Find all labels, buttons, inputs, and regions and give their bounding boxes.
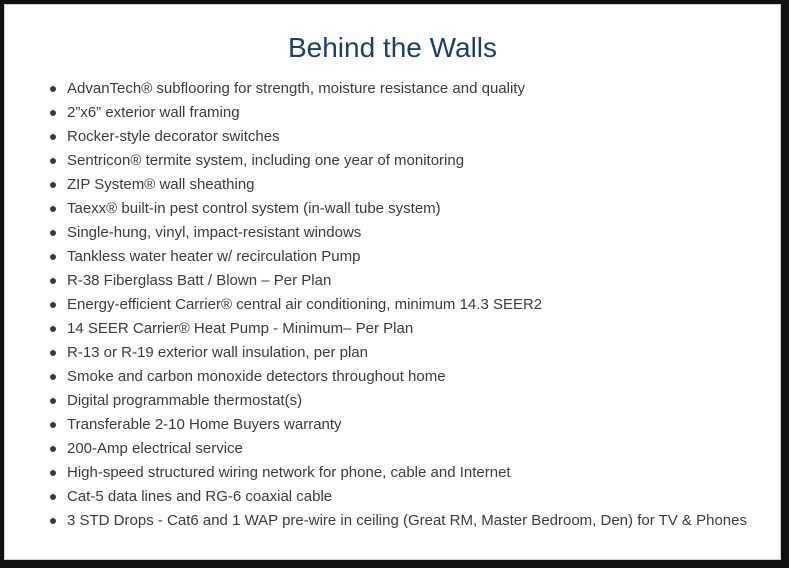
bullet-icon: [50, 446, 56, 452]
list-item-text: R-38 Fiberglass Batt / Blown – Per Plan: [67, 272, 332, 289]
list-item-text: High-speed structured wiring network for phone, cable and Internet: [67, 464, 511, 481]
list-item-text: ZIP System® wall sheathing: [67, 176, 255, 193]
bullet-icon: [50, 134, 56, 140]
bullet-icon: [50, 302, 56, 308]
list-item-text: Rocker-style decorator switches: [67, 128, 280, 145]
list-item: [49, 317, 747, 341]
bullet-icon: [50, 422, 56, 428]
bullet-icon: [50, 158, 56, 164]
list-item-text: 200-Amp electrical service: [67, 440, 243, 457]
feature-list: [49, 77, 747, 533]
list-item-text: Taexx® built-in pest control system (in-wall tube system): [67, 200, 441, 217]
list-item-text: 3 STD Drops - Cat6 and 1 WAP pre-wire in ceiling (Great RM, Master Bedroom, Den) for TV & Phones: [67, 512, 747, 529]
bullet-icon: [50, 206, 56, 212]
list-item-text: Smoke and carbon monoxide detectors throughout home: [67, 368, 446, 385]
list-item: [49, 173, 747, 197]
list-item: [49, 341, 747, 365]
list-item: [49, 245, 747, 269]
list-item: [49, 509, 747, 533]
list-item-text: Sentricon® termite system, including one year of monitoring: [67, 152, 465, 169]
bullet-icon: [50, 230, 56, 236]
bullet-icon: [50, 86, 56, 92]
bullet-icon: [50, 398, 56, 404]
list-item-text: Tankless water heater w/ recirculation Pump: [67, 248, 361, 265]
list-item-text: Cat-5 data lines and RG-6 coaxial cable: [67, 488, 333, 505]
list-item: [49, 365, 747, 389]
bullet-icon: [50, 374, 56, 380]
list-item-text: AdvanTech® subflooring for strength, moisture resistance and quality: [67, 80, 525, 97]
list-item-text: Transferable 2-10 Home Buyers warranty: [67, 416, 342, 433]
list-item-text: 14 SEER Carrier® Heat Pump - Minimum– Per Plan: [67, 320, 414, 337]
list-item: [49, 461, 747, 485]
bullet-icon: [50, 326, 56, 332]
list-item-text: 2”x6” exterior wall framing: [67, 104, 240, 121]
list-item: [49, 269, 747, 293]
list-item: [49, 197, 747, 221]
page-title: Behind the Walls: [287, 32, 498, 63]
list-item-text: Energy-efficient Carrier® central air conditioning, minimum 14.3 SEER2: [67, 296, 543, 313]
list-item: [49, 221, 747, 245]
bullet-icon: [50, 254, 56, 260]
bullet-icon: [50, 518, 56, 524]
bullet-icon: [50, 350, 56, 356]
list-item: [49, 437, 747, 461]
list-item: [49, 101, 747, 125]
list-item: [49, 389, 747, 413]
list-item: [49, 125, 747, 149]
bullet-icon: [50, 494, 56, 500]
list-item: [49, 413, 747, 437]
list-item-text: R-13 or R-19 exterior wall insulation, per plan: [67, 344, 368, 361]
bullet-icon: [50, 110, 56, 116]
list-item: [49, 149, 747, 173]
bullet-icon: [50, 470, 56, 476]
list-item: [49, 485, 747, 509]
list-item: [49, 293, 747, 317]
bullet-icon: [50, 182, 56, 188]
list-item-text: Single-hung, vinyl, impact-resistant windows: [67, 224, 362, 241]
list-item-text: Digital programmable thermostat(s): [67, 392, 303, 409]
list-item: [49, 77, 747, 101]
bullet-icon: [50, 278, 56, 284]
content-panel: [4, 4, 781, 560]
